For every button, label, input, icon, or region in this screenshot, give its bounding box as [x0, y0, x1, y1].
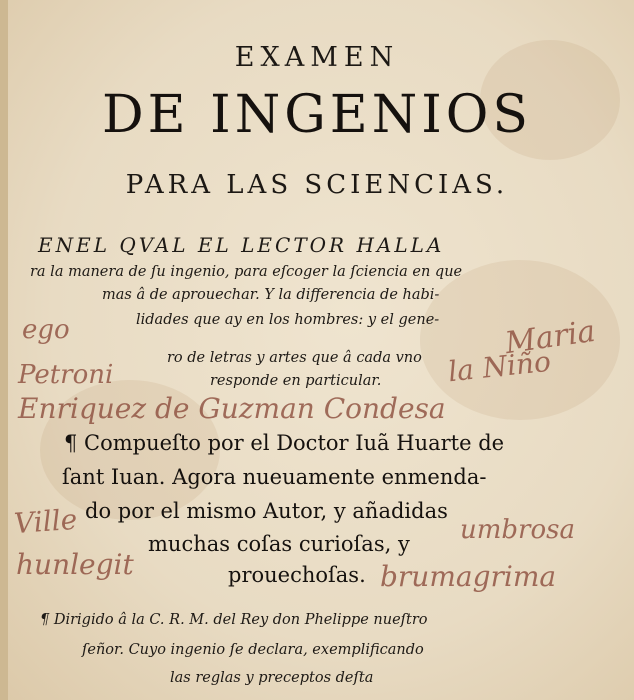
intro-line-6: responde en particular. [210, 373, 382, 389]
handwriting-brumagrima: brumagrima [380, 560, 557, 593]
handwriting-ego: ego [22, 315, 70, 345]
dedication-line-2: ſeñor. Cuyo ingenio ſe declara, exemplificando [82, 642, 424, 658]
title-para-las-sciencias: PARA LAS SCIENCIAS. [125, 170, 509, 200]
handwriting-enriquez: Enriquez de Guzman Condesa [18, 392, 446, 425]
intro-line-5: ro de letras y artes que â cada vno [167, 350, 422, 366]
intro-line-4: lidades que ay en los hombres: y el gene- [136, 312, 440, 328]
body-line-1: ¶ Compueſto por el Doctor Iuã Huarte de [64, 431, 505, 455]
handwriting-maria: Maria [503, 313, 598, 362]
body-line-5: prouechoſas. [228, 563, 366, 587]
dedication-line-1: ¶ Dirigido â la C. R. M. del Rey don Phelippe nueſtro [40, 612, 428, 628]
title-de-ingenios: DE INGENIOS [101, 85, 532, 145]
intro-line-2: ra la manera de ſu ingenio, para eſcoger la ſciencia en que [30, 264, 463, 280]
handwriting-ville: Ville [12, 502, 79, 541]
handwriting-la-nino: la Niño [446, 344, 553, 389]
title-examen: EXAMEN [234, 42, 400, 73]
intro-line-3: mas â de aprouechar. Y la differencia de habi- [102, 287, 440, 303]
handwriting-petroni: Petroni [18, 360, 114, 390]
handwriting-hunlegit: hunlegit [16, 548, 134, 581]
body-line-2: ſant Iuan. Agora nueuamente enmenda- [62, 465, 487, 489]
body-line-3: do por el mismo Autor, y añadidas [85, 499, 448, 523]
intro-line-1: ENEL QVAL EL LECTOR HALLA [38, 233, 445, 257]
body-line-4: muchas coſas curioſas, y [148, 532, 410, 556]
dedication-line-3: las reglas y preceptos deſta [170, 670, 374, 686]
handwriting-umbrosa: umbrosa [460, 515, 575, 545]
